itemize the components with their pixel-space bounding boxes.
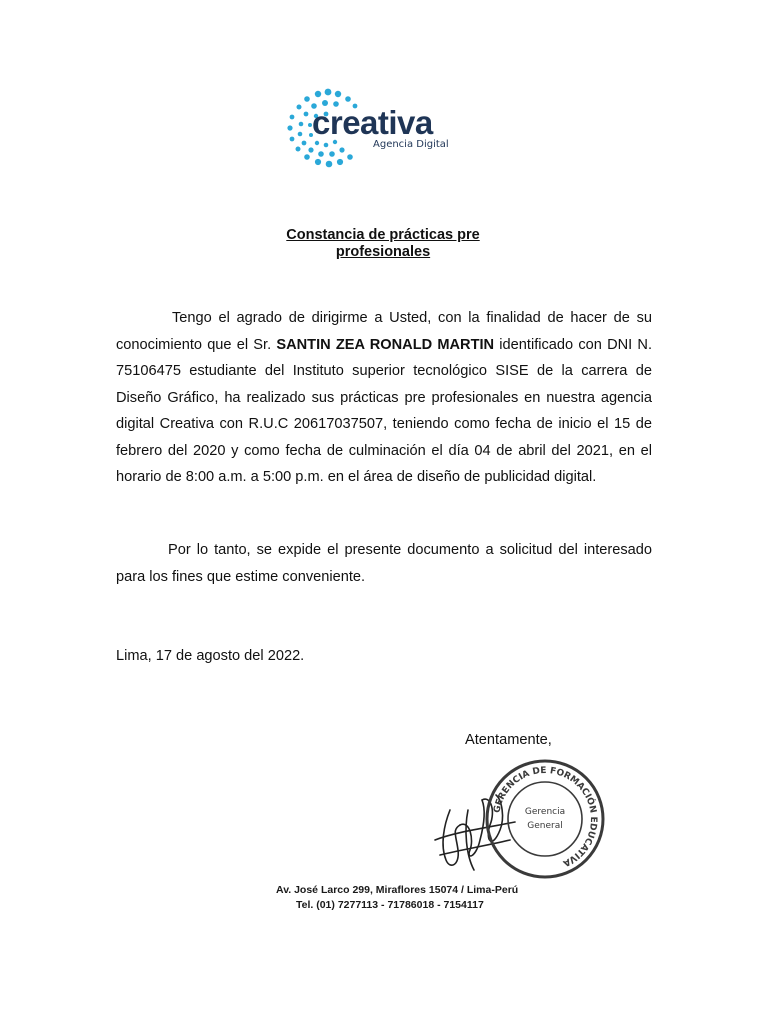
logo-tagline: Agencia Digital bbox=[373, 139, 449, 150]
paragraph-1-intro: Tengo el agrado de dirigirme a Usted, con la finalidad de hacer de su conocimiento que el Sr. bbox=[116, 310, 652, 353]
footer-phones: Tel. (01) 7277113 - 71786018 - 7154117 bbox=[296, 899, 484, 911]
stamp-ring-text: GERENCIA DE FORMACIÓN EDUCATIVA bbox=[492, 765, 599, 868]
closing-salutation: Atentamente, bbox=[465, 732, 552, 748]
stamp-center-line-2: General bbox=[527, 821, 563, 831]
student-name: SANTIN ZEA RONALD MARTIN bbox=[276, 336, 495, 353]
document-title-line-1: Constancia de prácticas pre bbox=[286, 227, 480, 243]
document-title-line-2: profesionales bbox=[335, 244, 431, 260]
paragraph-2-text: Por lo tanto, se expide el presente documento a solicitud del interesado para los fines que estime conveniente. bbox=[116, 542, 652, 585]
logo-wordmark: creativa bbox=[312, 104, 433, 141]
footer-address: Av. José Larco 299, Miraflores 15074 / Lima-Perú bbox=[276, 884, 519, 896]
document-date: Lima, 17 de agosto del 2022. bbox=[116, 648, 305, 664]
body-paragraph-2 bbox=[116, 537, 652, 590]
stamp-center-line-1: Gerencia bbox=[524, 807, 566, 817]
body-paragraph-1 bbox=[116, 305, 652, 491]
company-stamp bbox=[482, 756, 608, 882]
paragraph-1-details: identificado con DNI N. 75106475 estudiante del Instituto superior tecnológico SISE de la carrera de Diseño Gráfico, ha realizado sus prácticas pre profesionales en nuestra agencia digital Creativa con R.U.C 20617037507, teniendo como fecha de inicio el 15 de febrero del 2020 y como fecha de culminación el día 04 de abril del 2021, en el horario de 8:00 a.m. a 5:00 p.m. en el área de diseño de publicidad digital. bbox=[116, 336, 653, 485]
